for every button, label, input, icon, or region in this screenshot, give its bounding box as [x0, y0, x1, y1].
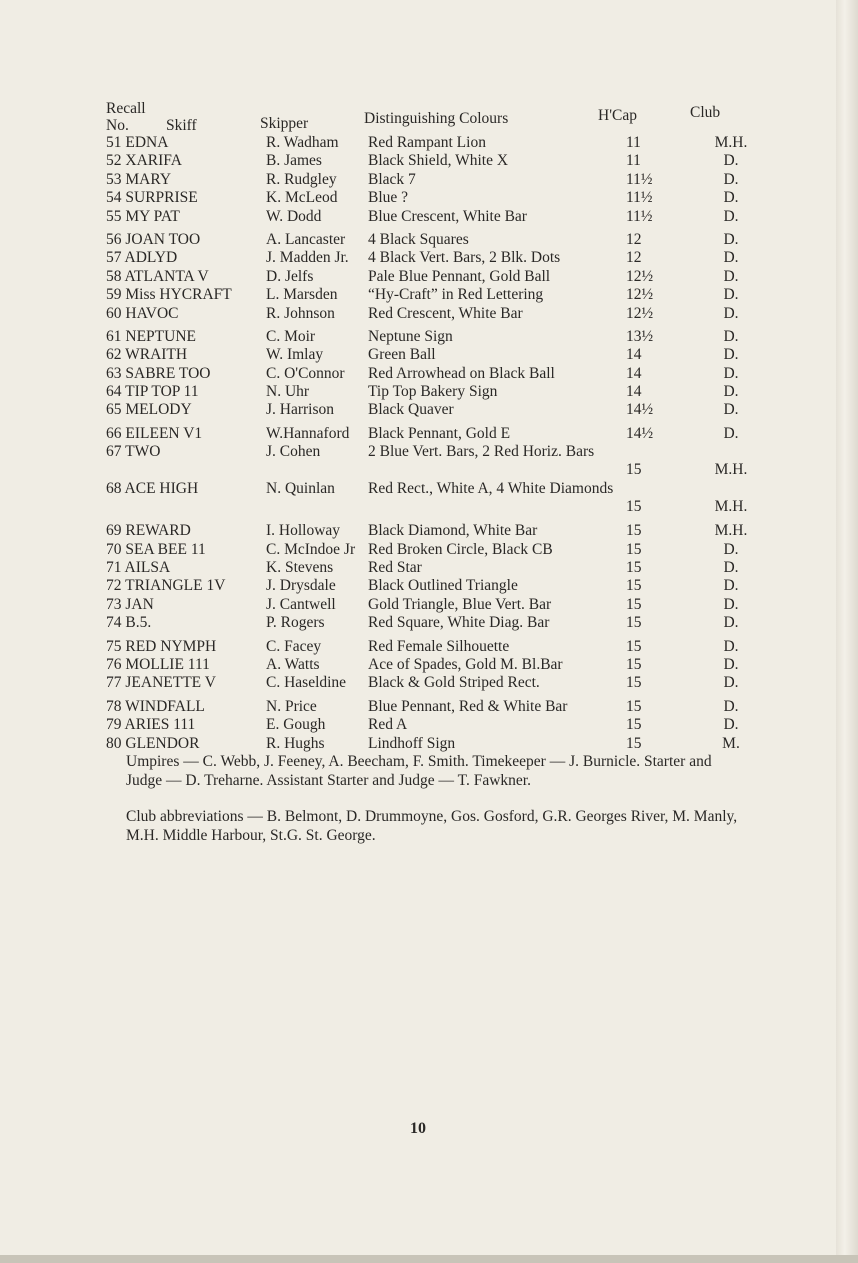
hcap-cell: 14½ [626, 401, 654, 419]
colours-cell: Pale Blue Pennant, Gold Ball [368, 267, 551, 285]
skiff-no-cell [106, 480, 256, 498]
colours-cell: Red A [368, 716, 408, 734]
hcap-cell: 15 [626, 734, 642, 752]
recall-number: 54 [106, 189, 122, 207]
hcap-cell: 15 [626, 716, 642, 734]
skipper-cell: R. Johnson [266, 304, 335, 322]
colours-cell: Red Square, White Diag. Bar [368, 614, 550, 632]
hcap-cell: 15 [626, 674, 642, 692]
colours-cell: Tip Top Bakery Sign [368, 383, 498, 401]
skipper-cell: C. McIndoe Jr [266, 540, 356, 558]
club-cell: D. [723, 267, 739, 285]
header-club: Club [690, 104, 721, 121]
skiff-name: TWO [125, 443, 161, 461]
table-row [106, 189, 756, 207]
skipper-cell: P. Rogers [266, 614, 325, 632]
skiff-name: HAVOC [125, 304, 179, 322]
skiff-name: EILEEN V1 [125, 424, 203, 442]
skiff-no-cell [106, 577, 256, 595]
club-cell: D. [723, 424, 739, 442]
club-cell: D. [723, 540, 739, 558]
club-cell: D. [723, 346, 739, 364]
recall-number: 78 [106, 697, 122, 715]
club-cell: D. [723, 614, 739, 632]
recall-number: 53 [106, 170, 122, 188]
table-row [106, 208, 756, 226]
club-cell: D. [723, 674, 739, 692]
skiff-name: MELODY [125, 401, 192, 419]
recall-number: 51 [106, 134, 122, 151]
hcap-cell: 15 [626, 655, 642, 673]
skiff-no-cell [106, 208, 256, 226]
colours-cell: Black Pennant, Gold E [368, 424, 511, 442]
colours-cell: Black Shield, White X [368, 152, 509, 170]
skipper-cell: J. Drysdale [266, 577, 336, 595]
hcap-cell: 11 [626, 152, 641, 170]
skiff-no-cell [106, 443, 256, 461]
table-row [106, 152, 756, 170]
recall-number: 56 [106, 230, 122, 248]
recall-number: 71 [106, 559, 122, 577]
skipper-cell: W.Hannaford [266, 424, 350, 442]
club-cell: D. [723, 170, 739, 188]
recall-number: 63 [106, 364, 122, 382]
skiff-name: ARIES 111 [124, 716, 196, 734]
table-row [106, 443, 756, 480]
recall-number: 68 [106, 480, 122, 498]
skiff-name: MOLLIE 111 [125, 655, 210, 673]
skipper-cell: C. Haseldine [266, 674, 347, 692]
club-cell: D. [723, 152, 739, 170]
hcap-cell: 15 [626, 577, 642, 595]
club-cell: D. [723, 655, 739, 673]
colours-cell: Blue Crescent, White Bar [368, 207, 527, 225]
adjacent-page-edge [836, 0, 858, 1263]
skiff-name: WRAITH [125, 346, 188, 364]
table-row [106, 638, 756, 656]
table-row [106, 522, 756, 540]
recall-number: 58 [106, 267, 122, 285]
table-row [106, 559, 756, 577]
club-cell: M.H. [714, 461, 748, 479]
recall-number: 67 [106, 443, 122, 461]
skiff-no-cell [106, 346, 256, 364]
skipper-cell: N. Quinlan [266, 480, 335, 498]
recall-number: 75 [106, 637, 122, 655]
skiff-name: SABRE TOO [125, 364, 211, 382]
table-row [106, 735, 756, 753]
hcap-cell: 15 [626, 637, 642, 655]
colours-cell: Red Rect., White A, 4 White Diamonds [368, 480, 614, 498]
club-cell: D. [723, 559, 739, 577]
hcap-cell: 11½ [626, 207, 653, 225]
skiff-no-cell [106, 231, 256, 249]
entries-table [106, 134, 756, 753]
colours-cell: Red Female Silhouette [368, 637, 510, 655]
recall-number: 61 [106, 327, 122, 345]
table-row [106, 596, 756, 614]
skiff-name: TIP TOP 11 [125, 383, 199, 401]
skipper-cell: I. Holloway [266, 522, 341, 540]
skiff-name: NEPTUNE [125, 327, 196, 345]
skipper-cell: W. Dodd [266, 207, 322, 225]
club-cell: D. [723, 383, 739, 401]
table-row [106, 286, 756, 304]
table-row [106, 383, 756, 401]
skiff-no-cell [106, 401, 256, 419]
colours-cell: Red Rampant Lion [368, 134, 486, 151]
skiff-name: ATLANTA V [124, 267, 209, 285]
page-number: 10 [410, 1120, 426, 1137]
hcap-cell: 15 [626, 540, 642, 558]
skiff-name: XARIFA [125, 152, 182, 170]
recall-number: 77 [106, 674, 122, 692]
hcap-cell: 12½ [626, 286, 654, 304]
skipper-cell: A. Lancaster [266, 230, 346, 248]
colours-cell: Neptune Sign [368, 327, 453, 345]
skipper-cell: K. McLeod [266, 189, 338, 207]
skiff-name: GLENDOR [125, 734, 200, 752]
skiff-name: SURPRISE [125, 189, 198, 207]
skipper-cell: C. Moir [266, 327, 316, 345]
recall-number: 59 [106, 286, 122, 304]
club-cell: D. [723, 637, 739, 655]
club-cell: M.H. [714, 134, 748, 151]
skiff-no-cell [106, 614, 256, 632]
colours-cell: Black 7 [368, 170, 416, 188]
skipper-cell: R. Wadham [266, 134, 339, 151]
skiff-no-cell [106, 559, 256, 577]
recall-number: 55 [106, 207, 122, 225]
officials-note: Umpires — C. Webb, J. Feeney, A. Beecham, F. Smith. Timekeeper — J. Burnicle. Starter and Judge — D. Treharne. Assistant Starter and Judge — T. Fawkner. [126, 753, 712, 789]
skiff-name: REWARD [125, 522, 191, 540]
skiff-no-cell [106, 674, 256, 692]
table-row [106, 614, 756, 632]
skipper-cell: J. Madden Jr. [266, 249, 349, 267]
colours-cell: Black & Gold Striped Rect. [368, 674, 540, 692]
hcap-cell: 11 [626, 134, 641, 151]
recall-number: 72 [106, 577, 122, 595]
skipper-cell: C. Facey [266, 637, 322, 655]
page-bottom-edge [0, 1255, 858, 1263]
recall-number: 62 [106, 346, 122, 364]
table-row [106, 328, 756, 346]
header-skipper: Skipper [260, 115, 309, 132]
club-abbreviations-note: Club abbreviations — B. Belmont, D. Drummoyne, Gos. Gosford, G.R. Georges River, M. Manly, M.H. Middle Harbour, St.G. St. George. [126, 808, 738, 844]
skiff-name: TRIANGLE 1V [125, 577, 226, 595]
skiff-no-cell [106, 365, 256, 383]
skipper-cell: J. Harrison [266, 401, 335, 419]
colours-cell: Black Outlined Triangle [368, 577, 518, 595]
skiff-no-cell [106, 152, 256, 170]
header-skiff: Skiff [166, 117, 197, 134]
colours-cell: 4 Black Vert. Bars, 2 Blk. Dots [368, 249, 561, 267]
colours-cell: Red Crescent, White Bar [368, 304, 523, 322]
header-no: No. [106, 117, 129, 134]
club-cell: D. [723, 286, 739, 304]
recall-number: 70 [106, 540, 122, 558]
hcap-cell: 15 [626, 461, 642, 479]
club-cell: D. [723, 207, 739, 225]
table-row [106, 656, 756, 674]
colours-cell: Blue Pennant, Red & White Bar [368, 697, 568, 715]
table-row [106, 305, 756, 323]
table-row [106, 480, 756, 517]
table-row [106, 171, 756, 189]
recall-number: 74 [106, 614, 122, 632]
colours-cell: Red Broken Circle, Black CB [368, 540, 553, 558]
colours-cell: Ace of Spades, Gold M. Bl.Bar [368, 655, 563, 673]
hcap-cell: 14½ [626, 424, 654, 442]
skiff-no-cell [106, 171, 256, 189]
skiff-no-cell [106, 286, 256, 304]
skiff-no-cell [106, 656, 256, 674]
skiff-name: Miss HYCRAFT [125, 286, 232, 304]
table-row [106, 674, 756, 692]
skiff-no-cell [106, 735, 256, 753]
colours-cell: 4 Black Squares [368, 230, 469, 248]
skiff-no-cell [106, 638, 256, 656]
table-row [106, 401, 756, 419]
table-row [106, 577, 756, 595]
recall-number: 64 [106, 383, 122, 401]
skiff-no-cell [106, 596, 256, 614]
hcap-cell: 14 [626, 346, 642, 364]
skipper-cell: C. O'Connor [266, 364, 345, 382]
hcap-cell: 14 [626, 364, 642, 382]
header-hcap: H'Cap [598, 107, 637, 124]
skiff-no-cell [106, 541, 256, 559]
table-row [106, 365, 756, 383]
club-cell: D. [723, 716, 739, 734]
skiff-name: ADLYD [124, 249, 178, 267]
colours-cell: “Hy-Craft” in Red Lettering [368, 286, 544, 304]
skiff-name: B.5. [125, 614, 152, 632]
recall-number: 69 [106, 522, 122, 540]
table-row [106, 425, 756, 443]
colours-cell: Green Ball [368, 346, 436, 364]
skiff-no-cell [106, 189, 256, 207]
hcap-cell: 15 [626, 697, 642, 715]
skiff-no-cell [106, 522, 256, 540]
club-cell: D. [723, 401, 739, 419]
skiff-no-cell [106, 268, 256, 286]
colours-cell: Black Quaver [368, 401, 454, 419]
skipper-cell: A. Watts [266, 655, 320, 673]
recall-number: 52 [106, 152, 122, 170]
skipper-cell: B. James [266, 152, 322, 170]
club-cell: D. [723, 327, 739, 345]
colours-cell: Gold Triangle, Blue Vert. Bar [368, 595, 552, 613]
hcap-cell: 15 [626, 522, 642, 540]
skiff-no-cell [106, 328, 256, 346]
club-cell: D. [723, 230, 739, 248]
header-recall: Recall [106, 100, 146, 117]
club-cell: D. [723, 189, 739, 207]
skiff-name: MY PAT [125, 207, 180, 225]
colours-cell: Lindhoff Sign [368, 734, 456, 752]
table-row [106, 716, 756, 734]
skiff-name: WINDFALL [125, 697, 205, 715]
colours-cell: Red Star [368, 559, 422, 577]
hcap-cell: 15 [626, 614, 642, 632]
club-cell: D. [723, 697, 739, 715]
skipper-cell: R. Hughs [266, 734, 325, 752]
skiff-name: ACE HIGH [124, 480, 199, 498]
skiff-no-cell [106, 383, 256, 401]
recall-number: 80 [106, 734, 122, 752]
hcap-cell: 15 [626, 559, 642, 577]
recall-number: 57 [106, 249, 122, 267]
hcap-cell: 11½ [626, 189, 653, 207]
skiff-name: MARY [125, 170, 172, 188]
skiff-no-cell [106, 716, 256, 734]
skipper-cell: D. Jelfs [266, 267, 314, 285]
hcap-cell: 14 [626, 383, 642, 401]
skiff-name: EDNA [125, 134, 169, 151]
club-cell: D. [723, 595, 739, 613]
skiff-name: JEANETTE V [125, 674, 216, 692]
skiff-no-cell [106, 425, 256, 443]
table-row [106, 231, 756, 249]
skipper-cell: R. Rudgley [266, 170, 337, 188]
skipper-cell: N. Price [266, 697, 317, 715]
colours-cell: Red Arrowhead on Black Ball [368, 364, 555, 382]
skiff-no-cell [106, 134, 256, 152]
colours-cell: Black Diamond, White Bar [368, 522, 538, 540]
skipper-cell: K. Stevens [266, 559, 334, 577]
club-cell: D. [723, 364, 739, 382]
skipper-cell: E. Gough [266, 716, 326, 734]
skipper-cell: W. Imlay [266, 346, 324, 364]
hcap-cell: 12½ [626, 304, 654, 322]
hcap-cell: 12½ [626, 267, 654, 285]
skipper-cell: N. Uhr [266, 383, 310, 401]
recall-number: 65 [106, 401, 122, 419]
skiff-name: JOAN TOO [125, 230, 201, 248]
recall-number: 79 [106, 716, 122, 734]
skiff-no-cell [106, 249, 256, 267]
colours-cell: 2 Blue Vert. Bars, 2 Red Horiz. Bars [368, 443, 595, 461]
table-row [106, 268, 756, 286]
club-cell: D. [723, 577, 739, 595]
skipper-cell: L. Marsden [266, 286, 338, 304]
colours-cell: Blue ? [368, 189, 409, 207]
recall-number: 66 [106, 424, 122, 442]
skipper-cell: J. Cohen [266, 443, 321, 461]
skiff-no-cell [106, 305, 256, 323]
notes [126, 752, 746, 862]
table-row [106, 134, 756, 152]
club-cell: M.H. [714, 498, 748, 516]
table-row [106, 346, 756, 364]
hcap-cell: 13½ [626, 327, 654, 345]
header-colours: Distinguishing Colours [364, 110, 509, 127]
club-cell: D. [723, 304, 739, 322]
recall-number: 60 [106, 304, 122, 322]
hcap-cell: 15 [626, 498, 642, 516]
hcap-cell: 11½ [626, 170, 653, 188]
hcap-cell: 15 [626, 595, 642, 613]
table-row [106, 249, 756, 267]
club-cell: D. [723, 249, 739, 267]
hcap-cell: 12 [626, 230, 642, 248]
skiff-name: SEA BEE 11 [125, 540, 206, 558]
table-row [106, 541, 756, 559]
skiff-name: RED NYMPH [125, 637, 217, 655]
skiff-name: JAN [125, 595, 154, 613]
skiff-no-cell [106, 698, 256, 716]
skipper-cell: J. Cantwell [266, 595, 336, 613]
club-cell: M.H. [714, 522, 748, 540]
hcap-cell: 12 [626, 249, 642, 267]
skiff-name: AILSA [124, 559, 171, 577]
recall-number: 76 [106, 655, 122, 673]
recall-number: 73 [106, 595, 122, 613]
table-row [106, 698, 756, 716]
club-cell: M. [722, 734, 740, 752]
